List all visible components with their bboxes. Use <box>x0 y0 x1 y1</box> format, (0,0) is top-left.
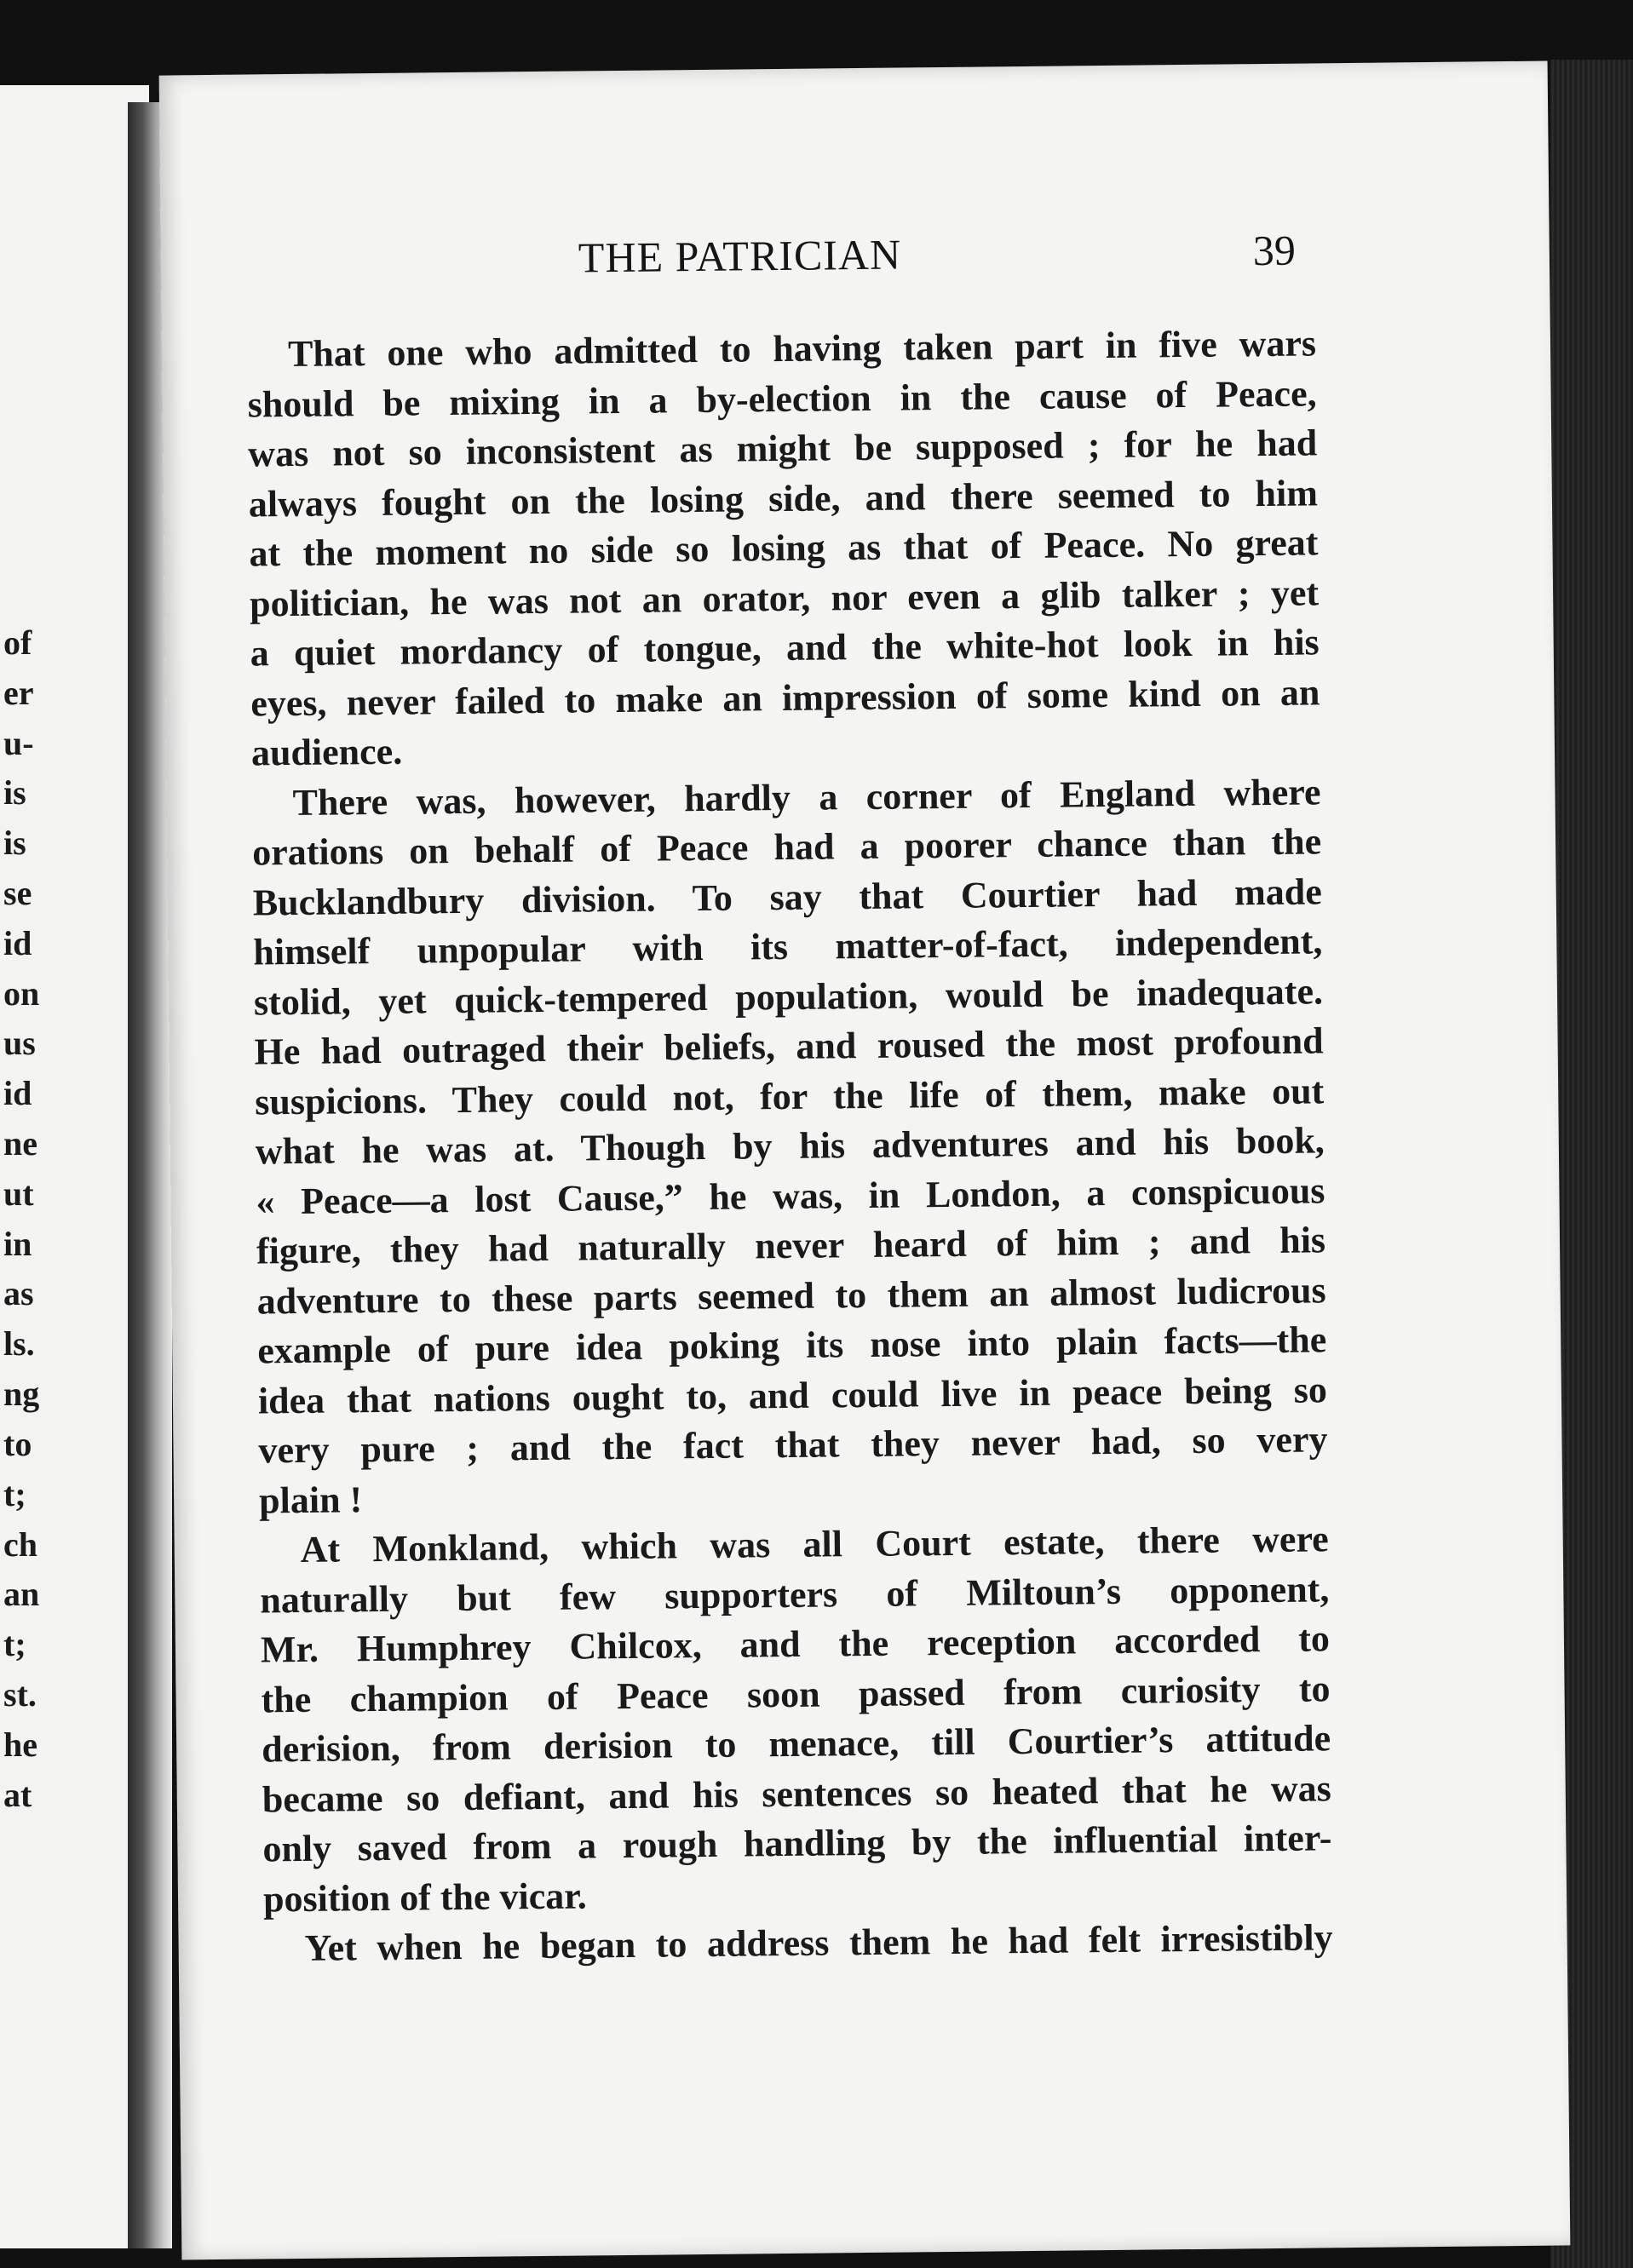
text-line: He had outraged their beliefs, and roused the most profound <box>254 1019 1324 1073</box>
text-line: audience. <box>250 730 403 774</box>
left-page-fragment: ut <box>3 1174 34 1213</box>
text-line: politician, he was not an orator, nor even a glib talker ; yet <box>249 571 1320 625</box>
text-line: himself unpopular with its matter-of-fact, independent, <box>253 920 1323 973</box>
text-line: only saved from a rough handling by the influential inter- <box>262 1817 1332 1870</box>
text-line: Yet when he began to address them he had felt irresistibly <box>304 1916 1333 1969</box>
body-text <box>247 319 1333 1974</box>
text-line: position of the vicar. <box>262 1874 587 1920</box>
text-line: should be mixing in a by-election in the cause of Peace, <box>247 371 1317 426</box>
left-page-fragment: t; <box>3 1474 26 1513</box>
left-page-fragment: of <box>3 623 32 662</box>
text-line: At Monkland, which was all Court estate, there were <box>300 1518 1329 1570</box>
text-line: the champion of Peace soon passed from curiosity to <box>261 1667 1331 1720</box>
text-line: adventure to these parts seemed to them an almost ludicrous <box>256 1268 1326 1322</box>
text-line: orations on behalf of Peace had a poorer chance than the <box>251 820 1322 874</box>
left-page-fragment: er <box>3 673 34 712</box>
left-page-fragment: t; <box>3 1625 26 1664</box>
paragraph <box>263 1913 1333 1974</box>
text-line: always fought on the losing side, and there seemed to him <box>248 471 1319 525</box>
paragraph <box>247 319 1320 778</box>
text-line: Mr. Humphrey Chilcox, and the reception accorded to <box>260 1617 1331 1671</box>
left-page-fragment: he <box>3 1725 37 1764</box>
text-line: became so defiant, and his sentences so heated that he was <box>262 1766 1332 1820</box>
left-page-fragment: as <box>3 1274 34 1313</box>
left-page-fragment: ne <box>3 1124 37 1163</box>
text-line: « Peace—a lost Cause,” he was, in London, a conspicuous <box>256 1168 1325 1222</box>
text-line: derision, from derision to menace, till Courtier’s attitude <box>261 1717 1331 1771</box>
left-page-fragment: us <box>3 1024 36 1063</box>
left-page-fragment: id <box>3 923 32 962</box>
text-line: idea that nations ought to, and could live in peace being so <box>257 1368 1328 1421</box>
text-line: was not so inconsistent as might be supposed ; for he had <box>248 422 1318 475</box>
text-line: very pure ; and the fact that they never had, so very <box>258 1418 1328 1472</box>
text-line: There was, however, hardly a corner of England where <box>292 770 1321 824</box>
text-line: what he was at. Though by his adventures and his book, <box>255 1119 1325 1173</box>
text-line: That one who admitted to having taken part in five wars <box>287 322 1317 376</box>
left-page-fragment: to <box>3 1424 32 1463</box>
text-line: a quiet mordancy of tongue, and the white-hot look in his <box>250 621 1320 675</box>
left-page-fragment: an <box>3 1575 40 1614</box>
text-line: suspicions. They could not, for the life of them, make out <box>254 1069 1325 1123</box>
left-page-fragment: se <box>3 874 32 913</box>
running-head <box>161 223 1550 297</box>
left-page-fragment: ng <box>3 1375 40 1414</box>
left-page-fragment: is <box>3 824 26 863</box>
left-page-fragment: at <box>3 1775 32 1814</box>
text-line: example of pure idea poking its nose into plain facts—the <box>257 1318 1327 1372</box>
left-page-fragment: in <box>3 1224 32 1263</box>
paragraph <box>259 1514 1332 1924</box>
page-number: 39 <box>1252 226 1297 275</box>
text-line: naturally but few supporters of Miltoun’s opponent, <box>260 1567 1330 1621</box>
left-page-fragment: u- <box>3 723 34 762</box>
header-title: THE PATRICIAN <box>578 230 902 282</box>
left-page-fragment: is <box>3 773 26 812</box>
book-page <box>159 61 1571 2260</box>
left-page-fragment: st. <box>3 1674 37 1714</box>
text-line: plain ! <box>258 1478 363 1521</box>
left-page-fragment: on <box>3 973 40 1013</box>
paragraph <box>251 767 1328 1526</box>
left-facing-page <box>0 85 149 2248</box>
text-line: at the moment no side so losing as that of Peace. No great <box>249 521 1319 575</box>
left-page-fragment: ls. <box>3 1324 35 1364</box>
left-page-fragment: ch <box>3 1524 37 1564</box>
text-line: figure, they had naturally never heard of him ; and his <box>256 1219 1326 1272</box>
left-page-fragment: id <box>3 1074 32 1113</box>
text-line: stolid, yet quick-tempered population, would be inadequate. <box>253 969 1324 1023</box>
text-line: Bucklandbury division. To say that Courtier had made <box>252 870 1322 924</box>
text-line: eyes, never failed to make an impression of some kind on an <box>250 670 1320 725</box>
